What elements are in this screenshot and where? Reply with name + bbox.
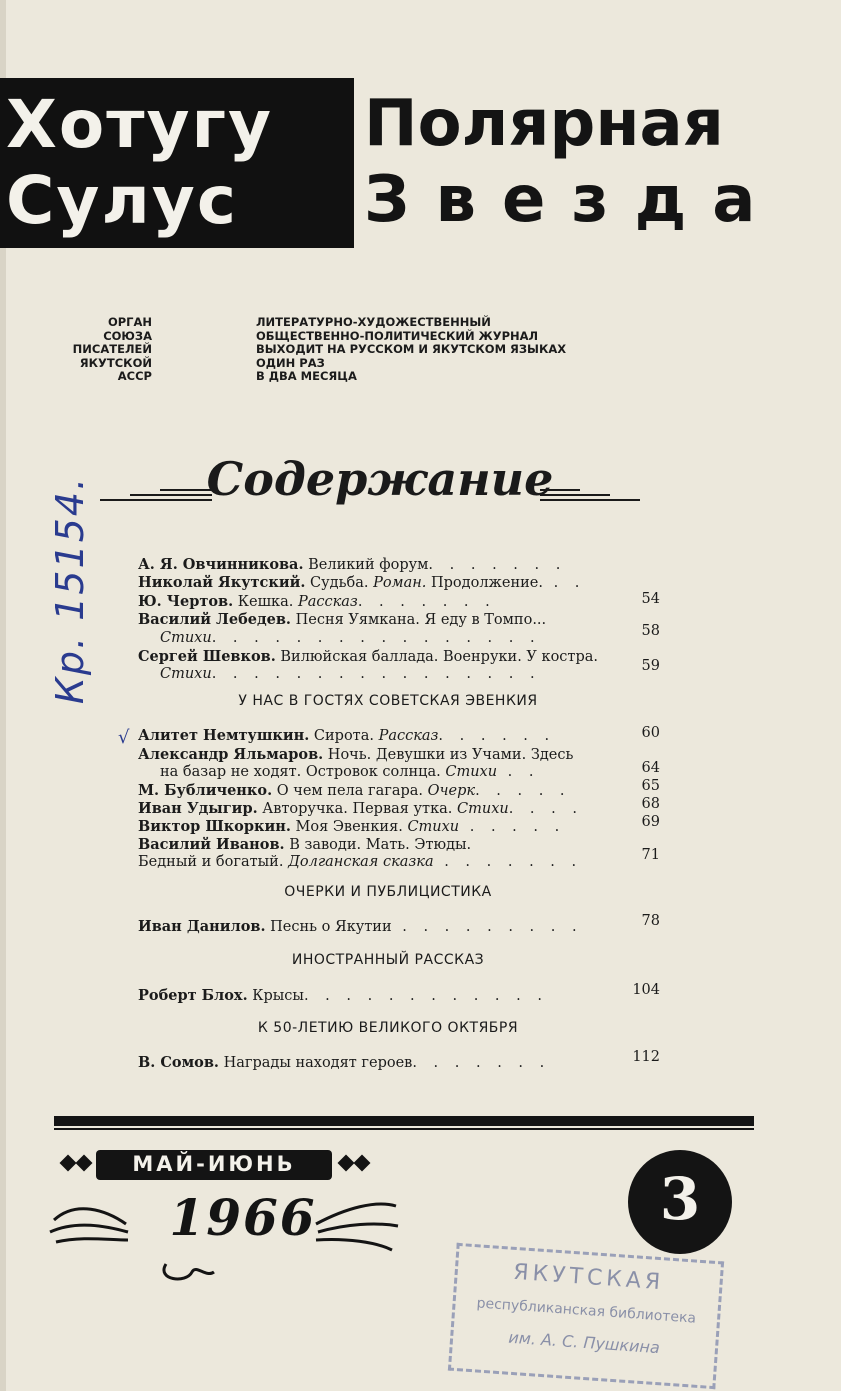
toc-page-number: 65 [641,778,660,794]
toc-author: Александр Яльмаров. [138,746,324,763]
organ-line: ЯКУТСКОЙ [79,355,152,370]
toc-entry [138,854,638,870]
toc-dots: . . . . . . . . . . . . . . . . [211,630,541,646]
toc-genre: Роман. [373,575,427,591]
toc-title: Моя Эвенкия. [290,819,408,835]
toc-dots: . . . . . . . . . . . . . . . . [211,666,541,682]
toc-entry [138,593,638,610]
organ-info [60,316,152,384]
toc-dots: . . . . . . [438,728,556,744]
toc-author: Василий Иванов. [138,836,285,853]
toc-page-number: 60 [641,725,660,741]
toc-entry [138,556,638,573]
toc-genre: Стихи [457,801,509,817]
description-line: ВЫХОДИТ НА РУССКОМ И ЯКУТСКОМ ЯЗЫКАХ [256,342,567,356]
stamp-line: им. А. С. Пушкина [507,1327,661,1358]
toc-genre: Долганская сказка [288,854,434,870]
flourish-left [100,486,212,504]
toc-author: Сергей Шевков. [138,648,276,665]
toc-extra: Продолжение. [426,575,543,591]
description-line: ЛИТЕРАТУРНО-ХУДОЖЕСТВЕННЫЙ [256,315,491,329]
toc-author: Иван Данилов. [138,918,266,935]
toc-author: Алитет Немтушкин. [138,727,310,744]
toc-title: Вилюйская баллада. Военруки. У костра. [275,649,598,665]
toc-page-number: 112 [632,1049,660,1065]
organ-line: СОЮЗА [103,328,152,343]
toc-entry [138,818,638,835]
toc-title: на базар не ходят. Островок солнца. [160,764,446,780]
toc-dots: . . . . . [475,783,571,799]
ornament-diamond [354,1155,371,1172]
toc-author: Василий Лебедев. [138,611,291,628]
contents-title: Содержание [206,452,554,506]
toc-author: Роберт Блох. [138,987,248,1004]
toc-title: О чем пела гагара. [272,783,428,799]
toc-page-number: 58 [641,623,660,639]
toc-page-number: 68 [641,796,660,812]
toc-author: В. Сомов. [138,1054,219,1071]
toc-entry [138,1054,638,1071]
handwritten-call-number: Кр. 15154. [48,475,92,705]
toc-genre: Рассказ [378,728,439,744]
toc-title: Кешка. [233,594,298,610]
toc-page-number: 64 [641,760,660,776]
toc-genre: Стихи [407,819,460,835]
toc-entry [138,574,638,591]
ornament-diamond [60,1155,77,1172]
toc-entry [160,630,660,646]
masthead-russian-line-2: Звезда [364,163,782,237]
toc-author: Ю. Чертов. [138,593,234,610]
toc-entry [138,648,638,665]
toc-dots: . . . . . . . [433,854,583,870]
description-line: В ДВА МЕСЯЦА [256,369,357,383]
toc-page-number: 59 [641,658,660,674]
toc-page-number: 104 [632,982,660,998]
library-stamp [448,1243,724,1389]
section-heading-evenkia: У НАС В ГОСТЯХ СОВЕТСКАЯ ЭВЕНКИЯ [238,693,538,709]
toc-dots: . . . . . . . [428,557,567,573]
ornament-diamond [338,1155,355,1172]
toc-page-number: 78 [641,913,660,929]
toc-entry [138,836,638,853]
stamp-line: республиканская библиотека [476,1295,697,1327]
toc-author: Николай Якутский. [138,574,306,591]
bottom-rule-thick [54,1116,754,1126]
toc-author: М. Бубличенко. [138,782,273,799]
toc-author: Иван Удыгир. [138,800,258,817]
toc-author: А. Я. Овчинникова. [138,556,304,573]
toc-dots: . . [497,764,540,780]
toc-genre: Стихи [445,764,498,780]
journal-description [256,316,636,384]
toc-genre: Стихи [160,630,212,646]
toc-dots: . . . . . . . [357,594,496,610]
toc-genre: Стихи [160,666,212,682]
toc-dots: . . [542,575,586,591]
toc-genre: Рассказ [297,594,358,610]
stamp-line: ЯКУТСКАЯ [512,1259,665,1296]
toc-entry [138,746,638,763]
toc-entry [138,611,638,628]
toc-dots: . . . . . . . . . [391,919,583,935]
ornament-diamond [76,1155,93,1172]
issue-months: МАЙ-ИЮНЬ [132,1152,296,1176]
description-line: ОДИН РАЗ [256,355,325,370]
toc-title: Авторучка. Первая утка. [257,801,458,817]
toc-title: Сирота. [309,728,379,744]
toc-page-number: 69 [641,814,660,830]
toc-title: Награды находят героев [218,1055,413,1071]
toc-dots: . . . . . . . . . . . . [303,988,548,1004]
toc-entry [160,666,660,682]
toc-title: Судьба. [305,575,374,591]
flourish-right [540,486,640,504]
toc-author: Виктор Шкоркин. [138,818,291,835]
toc-title: Ночь. Девушки из Учами. Здесь [323,747,574,763]
toc-entry [138,727,638,744]
organ-line: АССР [117,369,152,383]
masthead-yakut-line-2: Сулус [6,162,238,239]
toc-dots: . . . . . [459,819,566,835]
toc-entry [138,800,638,817]
toc-entry [138,987,638,1004]
toc-entry [138,918,638,935]
toc-title: Бедный и богатый. [138,854,289,870]
issue-year: 1966 [169,1188,317,1247]
toc-title: Песня Уямкана. Я еду в Томпо... [290,612,547,628]
toc-page-number: 54 [641,591,660,607]
toc-title: Великий форум [303,557,429,573]
masthead-yakut-line-1: Хотугу [6,86,274,163]
section-heading-essays: ОЧЕРКИ И ПУБЛИЦИСТИКА [284,884,492,900]
toc-entry [138,782,638,799]
toc-title: В заводи. Мать. Этюды. [284,837,472,853]
toc-genre: Очерк [427,783,476,799]
toc-dots: . . . . [508,801,583,817]
toc-page-number: 71 [641,847,660,863]
bottom-rule-thin [54,1128,754,1130]
check-mark: √ [118,727,130,748]
section-heading-foreign: ИНОСТРАННЫЙ РАССКАЗ [291,952,485,968]
section-heading-october: К 50-ЛЕТИЮ ВЕЛИКОГО ОКТЯБРЯ [257,1020,519,1036]
toc-dots: . . . . . . . [412,1055,551,1071]
toc-title: Песнь о Якутии [265,919,392,935]
issue-number: 3 [659,1165,701,1233]
organ-line: ПИСАТЕЛЕЙ [72,342,152,356]
toc-entry [160,764,660,780]
toc-title: Крысы [247,988,304,1004]
organ-line: ОРГАН [107,315,152,329]
masthead-russian-line-1: Полярная [364,87,724,161]
description-line: ОБЩЕСТВЕННО-ПОЛИТИЧЕСКИЙ ЖУРНАЛ [256,328,539,343]
